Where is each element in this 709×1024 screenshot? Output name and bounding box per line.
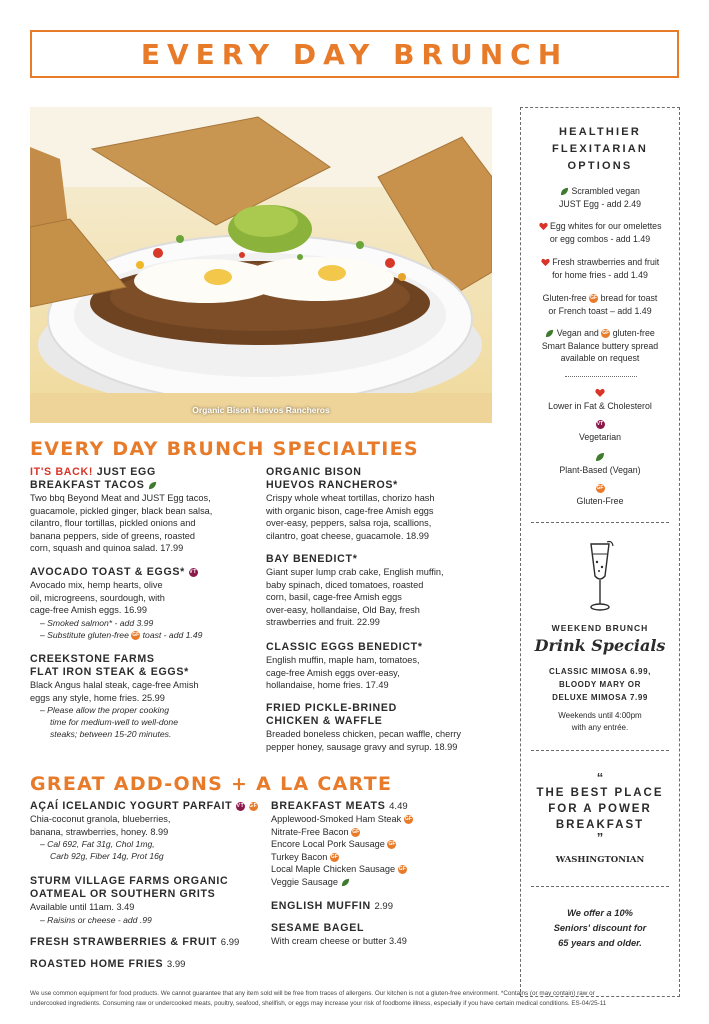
option-text: Smart Balance buttery spread xyxy=(541,340,659,351)
option-egg-whites xyxy=(521,220,679,245)
quote-line: BREAKFAST xyxy=(555,819,645,831)
meat-option xyxy=(271,876,497,889)
item-desc-line: With cream cheese or butter 3.49 xyxy=(271,936,407,946)
drinks-note: with any entrée. xyxy=(571,723,629,732)
item-desc-line: corn, basil, cage-free Amish eggs xyxy=(266,592,402,603)
menu-item-acai-parfait xyxy=(30,800,260,862)
item-desc-line: banana peppers, side of greens, roasted xyxy=(30,530,195,541)
gluten-free-icon: GF xyxy=(596,485,604,491)
option-text: Smoked salmon* - add 3.99 xyxy=(47,617,154,628)
item-name xyxy=(271,800,497,813)
item-price: 3.99 xyxy=(166,959,186,970)
item-price: 4.49 xyxy=(389,801,408,812)
item-name xyxy=(30,875,260,901)
item-desc-line: Breaded boneless chicken, pecan waffle, cherry xyxy=(266,729,461,739)
gluten-free-icon: GF xyxy=(132,632,140,639)
item-name: SESAME BAGEL xyxy=(271,922,365,934)
meat-option-text: Veggie Sausage xyxy=(271,876,338,887)
item-desc-line: English muffin, maple ham, tomatoes, xyxy=(266,655,420,665)
item-desc-line: hollandaise, home fries. 17.49 xyxy=(266,680,389,691)
option-text: JUST Egg - add 2.49 xyxy=(559,198,641,209)
drinks-note: Weekends until 4:00pm xyxy=(558,711,642,720)
item-name-line2: OATMEAL OR SOUTHERN GRITS xyxy=(30,888,216,900)
menu-item-breakfast-meats xyxy=(271,800,497,889)
option-text: available on request xyxy=(560,353,640,364)
item-desc-line: corn, squash and quinoa salad. 17.99 xyxy=(30,543,184,554)
drinks-line: BLOODY MARY OR xyxy=(558,680,642,689)
item-name xyxy=(266,702,492,728)
item-note: – Please allow the proper cooking xyxy=(40,705,169,716)
option-text: Scrambled vegan xyxy=(571,186,640,196)
vegetarian-icon: VT xyxy=(189,568,198,575)
meat-option-text: Local Maple Chicken Sausage xyxy=(271,864,396,875)
item-name-line1: ORGANIC BISON xyxy=(266,466,362,478)
item-desc-line: with organic bison, cage-free Amish eggs xyxy=(266,505,434,516)
item-note: steaks; between 15-20 minutes. xyxy=(50,729,172,740)
menu-item-classic-eggs-benedict xyxy=(266,641,492,692)
item-name-line1: FRIED PICKLE-BRINED xyxy=(266,702,398,714)
item-desc-line: Giant super lump crab cake, English muffin, xyxy=(266,567,444,577)
meat-option xyxy=(271,851,497,864)
legend-label: Lower in Fat & Cholesterol xyxy=(548,401,652,411)
meat-option xyxy=(271,863,497,876)
item-name-text: ENGLISH MUFFIN xyxy=(271,900,371,912)
item-name xyxy=(30,800,260,813)
item-name-line1: JUST EGG xyxy=(96,466,156,478)
gluten-free-icon: GF xyxy=(388,841,396,848)
option-text: for home fries - add 1.49 xyxy=(552,269,648,280)
item-desc-line: pepper honey, sausage gravy and syrup. 18.99 xyxy=(266,741,458,752)
legend-plant-based xyxy=(521,452,679,475)
item-desc-line: Two bbq Beyond Meat and JUST Egg tacos, xyxy=(30,493,211,503)
meat-option xyxy=(271,826,497,839)
drinks-title: Drink Specials xyxy=(534,636,666,655)
washingtonian-logo: WASHINGTONIAN xyxy=(555,855,645,865)
option-text: Gluten-free xyxy=(542,293,587,303)
dotted-divider xyxy=(565,376,637,377)
menu-item-avocado-toast xyxy=(30,566,252,641)
menu-item-bison-huevos-rancheros xyxy=(266,466,492,542)
item-name xyxy=(30,653,252,679)
drinks-kicker: WEEKEND BRUNCH xyxy=(551,623,649,633)
option-text: Substitute gluten-free xyxy=(47,629,129,640)
item-name xyxy=(271,900,497,913)
item-name-line2: BREAKFAST TACOS xyxy=(30,479,145,491)
gluten-free-icon: GF xyxy=(398,866,406,873)
dashed-divider xyxy=(531,886,669,887)
item-name-text: FRESH STRAWBERRIES & FRUIT xyxy=(30,936,218,948)
item-option: – Smoked salmon* - add 3.99 xyxy=(40,617,154,628)
option-text: or French toast – add 1.49 xyxy=(548,305,652,316)
quote-line: FOR A POWER xyxy=(548,803,652,815)
gluten-free-icon: GF xyxy=(590,295,598,302)
leaf-icon xyxy=(545,329,554,338)
item-price: 6.99 xyxy=(220,937,240,948)
item-name-line2: CHICKEN & WAFFLE xyxy=(266,715,383,727)
legend-label: Vegetarian xyxy=(578,432,622,442)
dashed-divider xyxy=(531,750,669,751)
leaf-icon xyxy=(560,187,569,196)
dashed-divider xyxy=(531,522,669,523)
item-name-line1: STURM VILLAGE FARMS ORGANIC xyxy=(30,875,229,887)
item-name xyxy=(30,566,252,579)
item-desc-line: cage-free Amish eggs over-easy, xyxy=(266,667,400,678)
meat-option-text: Applewood-Smoked Ham Steak xyxy=(271,814,402,824)
option-text: gluten-free xyxy=(612,328,655,338)
heart-icon xyxy=(595,388,605,398)
meat-option xyxy=(271,838,497,851)
meat-option-text: Turkey Bacon xyxy=(271,851,328,862)
item-name: CLASSIC EGGS BENEDICT* xyxy=(266,641,423,653)
item-desc-line: over-easy, hollandaise, Old Bay, fresh xyxy=(266,604,420,615)
item-desc-line: cage-free Amish eggs. 16.99 xyxy=(30,605,147,616)
menu-title: EVERY DAY BRUNCH xyxy=(140,37,569,71)
option-text: Egg whites for our omelettes xyxy=(549,221,662,231)
item-note: time for medium-well to well-done xyxy=(50,717,178,728)
menu-item-strawberries-fruit xyxy=(30,936,260,949)
item-name xyxy=(30,936,260,949)
gluten-free-icon: GF xyxy=(404,816,412,823)
disclaimer-line: undercooked ingredients. Consuming raw or undercooked meats, poultry, seafood, shellfish, or eggs may increase your risk of foodborne illness, especially if you have certain medical conditions. ES-04/25-11 xyxy=(30,999,607,1007)
gluten-free-icon: GF xyxy=(602,330,610,337)
meat-option-text: Encore Local Pork Sausage xyxy=(271,839,385,850)
note-text: Please allow the proper cooking xyxy=(47,705,169,716)
item-option: – Substitute gluten-free GF toast - add 1.49 xyxy=(40,629,203,640)
heart-icon xyxy=(541,258,550,267)
seniors-discount-line: 65 years and older. xyxy=(558,938,642,948)
healthier-title-line: FLEXITARIAN xyxy=(551,143,649,155)
nutrition-note: Carb 92g, Fiber 14g, Prot 16g xyxy=(50,851,164,862)
healthier-title-line: HEALTHIER xyxy=(559,126,641,138)
menu-title-banner xyxy=(30,30,679,78)
item-name xyxy=(30,958,260,971)
heart-icon xyxy=(539,222,548,231)
item-desc-line: oil, microgreens, sourdough, with xyxy=(30,592,165,603)
item-desc-line: Available until 11am. 3.49 xyxy=(30,902,135,912)
menu-item-just-egg-tacos xyxy=(30,466,252,555)
item-name-text: AVOCADO TOAST & EGGS* xyxy=(30,566,185,578)
item-name xyxy=(30,466,252,492)
option-strawberries xyxy=(521,256,679,281)
item-price: 2.99 xyxy=(374,901,393,912)
item-desc-line: over-easy, peppers, salsa roja, scallions, xyxy=(266,518,432,529)
leaf-icon xyxy=(595,452,605,462)
item-desc-line: baby spinach, diced tomatoes, roasted xyxy=(266,579,424,590)
item-name xyxy=(266,466,492,492)
menu-item-chicken-waffle xyxy=(266,702,492,753)
option-text: Raisins or cheese - add .99 xyxy=(47,914,152,925)
item-desc-line: Crispy whole wheat tortillas, chorizo hash xyxy=(266,493,435,503)
huevos-rancheros-illustration xyxy=(30,107,492,423)
item-desc-line: banana, strawberries, honey. 8.99 xyxy=(30,826,169,837)
leaf-icon xyxy=(148,481,157,490)
option-vegan-spread xyxy=(521,327,679,365)
option-gluten-free-bread xyxy=(521,292,679,317)
option-text: or egg combos - add 1.49 xyxy=(549,233,651,244)
gluten-free-icon: GF xyxy=(352,828,360,835)
item-desc-line: guacamole, pickled ginger, black bean salsa, xyxy=(30,505,213,516)
menu-item-home-fries xyxy=(30,958,260,971)
gluten-free-icon: GF xyxy=(249,802,258,809)
quote-close-mark: ” xyxy=(596,830,604,845)
menu-item-bay-benedict xyxy=(266,553,492,629)
seniors-discount-line: Seniors' discount for xyxy=(553,923,647,933)
note-text: Cal 692, Fat 31g, Chol 1mg, xyxy=(47,839,155,850)
item-name: BAY BENEDICT* xyxy=(266,553,358,565)
meat-option xyxy=(271,813,497,826)
item-desc-line: cilantro, goat cheese, guacamole. 18.99 xyxy=(266,530,429,541)
healthier-options-sidebar xyxy=(520,107,680,997)
option-vegan-egg xyxy=(521,185,679,210)
item-desc-line: cilantro, flour tortillas, pickled onions and xyxy=(30,518,196,529)
menu-item-sesame-bagel xyxy=(271,922,497,948)
meat-option-text: Nitrate-Free Bacon xyxy=(271,826,349,837)
gluten-free-icon: GF xyxy=(330,853,338,860)
leaf-icon xyxy=(341,878,350,887)
item-name-text: BREAKFAST MEATS xyxy=(271,800,386,812)
option-text: toast - add 1.49 xyxy=(142,629,203,640)
drinks-line: DELUXE MIMOSA 7.99 xyxy=(552,693,648,702)
nutrition-note: – Cal 692, Fat 31g, Chol 1mg, xyxy=(40,839,155,850)
menu-item-oatmeal-grits xyxy=(30,875,260,926)
item-desc-line: strawberries and fruit. 22.99 xyxy=(266,617,380,628)
addons-heading: GREAT ADD-ONS + A LA CARTE xyxy=(30,773,393,795)
item-name-line1: CREEKSTONE FARMS xyxy=(30,653,155,665)
item-desc-line: Avocado mix, hemp hearts, olive xyxy=(30,580,163,590)
item-desc-line: Black Angus halal steak, cage-free Amish xyxy=(30,680,199,690)
specialties-heading: EVERY DAY BRUNCH SPECIALTIES xyxy=(30,438,419,460)
disclaimer-line: We use common equipment for food products. We cannot guarantee that any item sold will be free from traces of allergens. Our kitchen is not a gluten-free environment. *Contains (or may contain) raw or xyxy=(30,990,595,997)
legend-label: Plant-Based (Vegan) xyxy=(559,465,641,475)
legend-gluten-free xyxy=(521,484,679,506)
item-name-line2: HUEVOS RANCHEROS* xyxy=(266,479,398,491)
menu-item-english-muffin xyxy=(271,900,497,913)
item-option: – Raisins or cheese - add .99 xyxy=(40,914,152,925)
option-text: Fresh strawberries and fruit xyxy=(552,257,660,267)
healthier-title-line: OPTIONS xyxy=(567,160,633,172)
item-name-line2: FLAT IRON STEAK & EGGS* xyxy=(30,666,189,678)
item-name-text: AÇAÍ ICELANDIC YOGURT PARFAIT xyxy=(30,800,233,812)
champagne-glass-icon xyxy=(585,540,615,614)
seniors-discount-line: We offer a 10% xyxy=(567,908,633,918)
legend-label: Gluten-Free xyxy=(576,496,624,506)
menu-item-flat-iron-steak xyxy=(30,653,252,740)
quote-line: THE BEST PLACE xyxy=(536,787,664,799)
item-desc-line: Chia-coconut granola, blueberries, xyxy=(30,814,171,824)
quote-open-mark: “ xyxy=(596,770,604,785)
hero-photo xyxy=(30,107,492,423)
its-back-tag: IT'S BACK! xyxy=(30,466,94,478)
option-text: bread for toast xyxy=(600,293,658,303)
item-desc-line: eggs any style, home fries. 25.99 xyxy=(30,692,165,703)
drinks-line: CLASSIC MIMOSA 6.99, xyxy=(549,667,651,676)
photo-caption: Organic Bison Huevos Rancheros xyxy=(192,405,330,415)
vegetarian-icon: VT xyxy=(596,421,604,427)
legend-low-fat xyxy=(521,388,679,411)
legend-vegetarian xyxy=(521,420,679,442)
allergen-disclaimer xyxy=(30,989,682,1008)
option-text: Vegan and xyxy=(556,328,599,338)
vegetarian-icon: VT xyxy=(236,802,245,809)
item-name-text: ROASTED HOME FRIES xyxy=(30,958,164,970)
